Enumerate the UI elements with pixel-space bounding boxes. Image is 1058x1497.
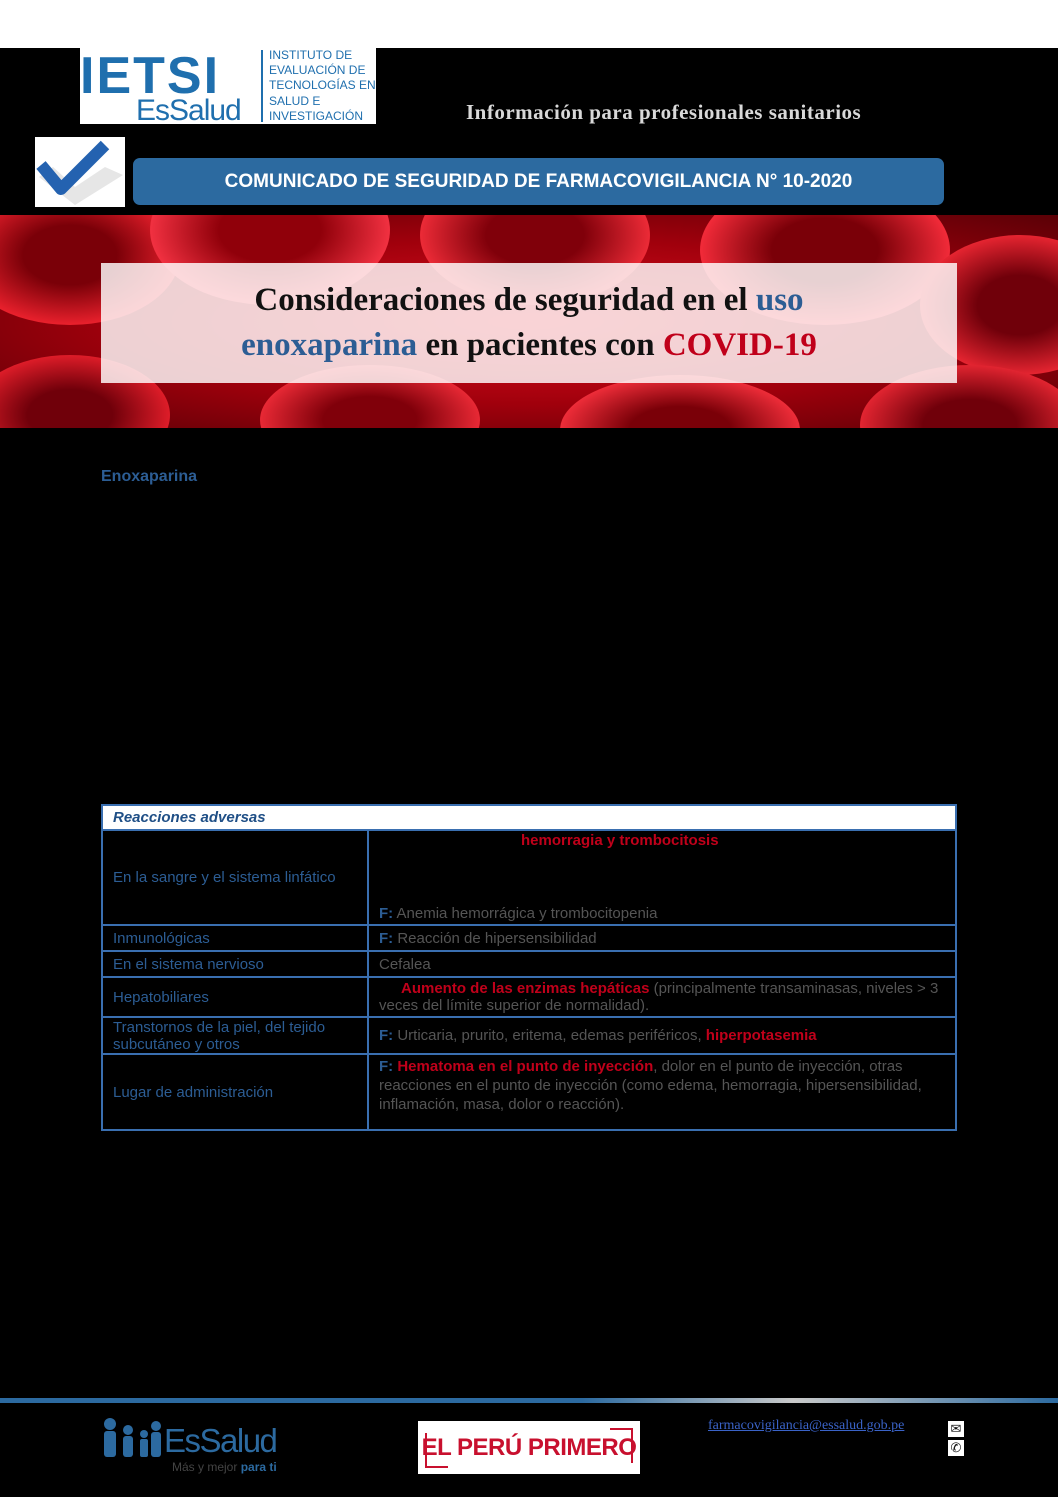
row-category: Transtornos de la piel, del tejido subcutáneo y otros [102, 1017, 368, 1054]
ietsi-logo [80, 47, 376, 127]
essalud-footer-logo [100, 1414, 290, 1476]
row-detail [368, 977, 956, 1017]
title-highlight: uso [755, 282, 804, 318]
page-title [101, 263, 957, 383]
detail-text: Urticaria, prurito, eritema, edemas periféricos, [393, 1027, 706, 1044]
table-row [102, 1017, 956, 1054]
mail-icon: ✉ [948, 1421, 964, 1437]
table-row [102, 951, 956, 977]
institute-line: TECNOLOGÍAS EN [269, 78, 376, 93]
detail-text: Reacción de hipersensibilidad [393, 929, 597, 947]
logo-divider [261, 50, 263, 122]
detail-text: , dolor en el punto de inyección, otras reacciones en el punto de inyección (como edema, hemorragia, hipersensibilidad, inflamación, masa, dolor o reacción). [379, 1058, 922, 1113]
row-category: En la sangre y el sistema linfático [102, 830, 368, 925]
highlight-text: hemorragia y trombocitosis [521, 832, 719, 849]
frequency-label: F: [379, 929, 394, 947]
highlight-text: Aumento de las enzimas hepáticas [401, 980, 650, 997]
table-header-row [102, 805, 956, 830]
frequency-label: F: [379, 905, 394, 922]
title-line-1 [254, 278, 803, 323]
bulletin-banner: COMUNICADO DE SEGURIDAD DE FARMACOVIGILANCIA N° 10-2020 [133, 158, 944, 205]
institute-line: EVALUACIÓN DE [269, 63, 366, 78]
contact-email[interactable]: farmacovigilancia@essalud.gob.pe [708, 1418, 905, 1433]
family-icon [100, 1416, 164, 1460]
audience-label: Información para profesionales sanitarios [466, 100, 862, 124]
footer-slogan [172, 1460, 277, 1474]
table-row [102, 977, 956, 1017]
footer-divider [0, 1398, 1058, 1403]
row-category: Inmunológicas [102, 925, 368, 951]
adverse-reactions-table [101, 804, 957, 1131]
phone-icon: ✆ [948, 1440, 964, 1456]
title-covid: COVID-19 [662, 327, 817, 363]
el-peru-primero-logo [418, 1421, 640, 1474]
table-header: Reacciones adversas [102, 805, 956, 830]
slogan-bold: para ti [240, 1460, 277, 1474]
campaign-text: EL PERÚ PRIMERO [421, 1433, 637, 1461]
title-highlight: enoxaparina [241, 327, 418, 363]
detail-top [379, 831, 945, 905]
row-detail: Cefalea [368, 951, 956, 977]
highlight-text: hiperpotasemia [705, 1027, 817, 1044]
row-detail [368, 1017, 956, 1054]
row-category: En el sistema nervioso [102, 951, 368, 977]
section-heading: Enoxaparina [101, 468, 198, 485]
institute-name [269, 48, 376, 124]
title-line-2 [241, 323, 817, 368]
logo-ietsi-text: IETSI [80, 47, 221, 105]
frequency-label: F: [379, 1027, 394, 1044]
detail-text: (principalmente transaminasas, niveles > 3 veces del límite superior de normalidad). [379, 980, 939, 1014]
table-row [102, 925, 956, 951]
title-text: Consideraciones de seguridad en el [254, 282, 756, 318]
row-detail [368, 830, 956, 925]
row-detail [368, 1054, 956, 1130]
checkmark-icon [35, 137, 125, 207]
row-category: Lugar de administración [102, 1054, 368, 1130]
frequency-label: F: [379, 1058, 394, 1075]
top-white-band [0, 0, 1058, 48]
title-text: en pacientes con [417, 327, 663, 363]
table-row [102, 1054, 956, 1130]
footer-brand: EsSalud [164, 1422, 277, 1459]
institute-line: INSTITUTO DE [269, 48, 353, 62]
highlight-text: Hematoma en el punto de inyección [397, 1058, 654, 1075]
detail-line [379, 905, 945, 922]
row-detail [368, 925, 956, 951]
row-category: Hepatobiliares [102, 977, 368, 1017]
table-row [102, 830, 956, 925]
slogan-text: Más y mejor [172, 1460, 241, 1474]
institute-line: INVESTIGACIÓN [269, 108, 364, 123]
logo-essalud-text: EsSalud [136, 94, 241, 127]
detail-text: Anemia hemorrágica y trombocitopenia [393, 905, 658, 922]
institute-line: SALUD E [269, 93, 321, 108]
